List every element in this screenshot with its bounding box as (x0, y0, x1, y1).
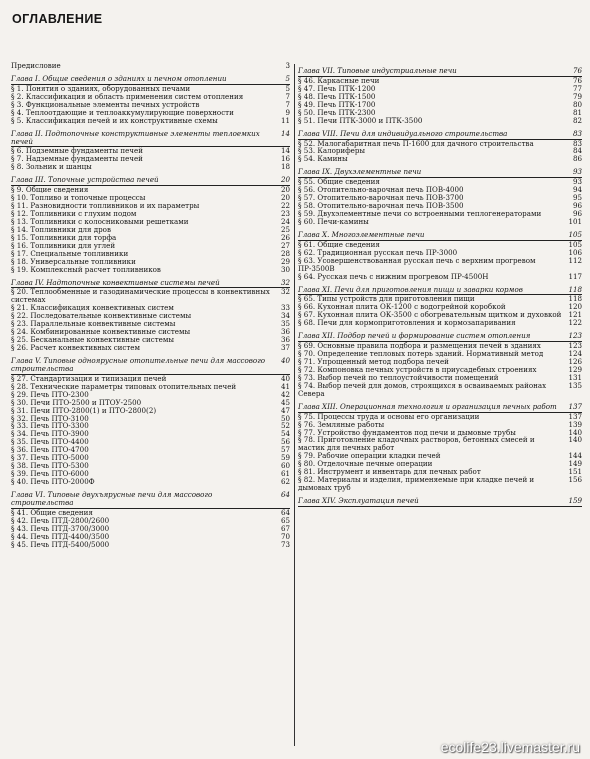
toc-page-number: 24 (280, 216, 290, 226)
toc-entry-title: § 34. Печь ПТО-3900 (11, 429, 89, 439)
toc-entry-title: § 29. Печь ПТО-2300 (11, 389, 89, 399)
toc-page-number: 52 (280, 421, 290, 431)
toc-page-number: 123 (568, 331, 582, 341)
toc-entry-title: § 20. Теплообменные и газодинамические процессы в конвективных системах (11, 287, 270, 305)
toc-entry-title: Глава XIII. Операционная технология и организация печных работ (298, 403, 568, 413)
toc-page-number: 54 (280, 429, 290, 439)
toc-page-number: 11 (280, 115, 290, 125)
toc-entry-title: § 41. Общие сведения (11, 507, 93, 517)
toc-entry-title: § 22. Последовательные конвективные системы (11, 311, 192, 321)
toc-entry-title: § 30. Печи ПТО-2500 и ПТОУ-2500 (11, 397, 142, 407)
toc-entry (298, 476, 582, 492)
toc-entry-title: § 1. Понятия о зданиях, оборудованных печами (11, 83, 191, 93)
toc-page-number: 30 (280, 264, 290, 274)
toc-entry-title: § 57. Отопительно-варочная печь ПОВ-3700 (298, 193, 464, 203)
toc-page-number: 32 (276, 279, 290, 289)
toc-page-number: 129 (568, 364, 582, 374)
toc-entry-title: § 77. Устройство фундаментов под печи и дымовые трубы (298, 427, 516, 437)
toc-page-number: 27 (280, 240, 290, 250)
toc-entry-title: § 74. Выбор печей для домов, строящихся в осваиваемых районах Севера (298, 380, 547, 398)
toc-left-column (11, 62, 290, 549)
toc-entry-title: § 65. Типы устройств для приготовления пищи (298, 294, 475, 304)
toc-entry-title: Глава XIV. Эксплуатация печей (298, 497, 568, 507)
toc-page-number: 106 (568, 247, 582, 257)
toc-entry-title: § 28. Технические параметры типовых отопительных печей (11, 381, 237, 391)
toc-entry-title: § 82. Материалы и изделия, применяемые при кладке печей и дымовых труб (298, 475, 535, 493)
toc-page-number: 118 (568, 294, 582, 304)
toc-page-number: 16 (280, 154, 290, 164)
toc-entry-title: § 48. Печь ПТК-1500 (298, 91, 376, 101)
toc-entry (11, 62, 290, 70)
toc-page-number: 93 (572, 177, 582, 187)
toc-entry (298, 273, 582, 281)
toc-page-number: 105 (568, 229, 582, 239)
toc-entry-title: § 52. Малогабаритная печь П-1600 для дачного строительства (298, 138, 534, 148)
toc-page-number: 122 (568, 318, 582, 328)
toc-page-number: 18 (280, 162, 290, 172)
toc-page-number: 14 (276, 130, 290, 148)
toc-entry-title: Глава VIII. Печи для индивидуального строительства (298, 130, 568, 140)
toc-page-number: 79 (572, 91, 582, 101)
toc-entry-title: § 39. Печь ПТО-6000 (11, 469, 89, 479)
toc-entry-title: § 7. Надземные фундаменты печей (11, 154, 143, 164)
toc-entry (298, 155, 582, 163)
toc-entry-title: § 36. Печь ПТО-4700 (11, 445, 89, 455)
toc-chapter-heading (298, 130, 582, 140)
toc-page-number: 29 (280, 256, 290, 266)
toc-entry-title: § 17. Специальные топливники (11, 248, 129, 258)
toc-page-number: 36 (280, 327, 290, 337)
toc-entry-title: § 54. Камины (298, 154, 348, 164)
toc-page-number: 126 (568, 357, 582, 366)
toc-entry-title: § 10. Топливо и топочные процессы (11, 193, 146, 203)
toc-page-number: 83 (568, 130, 582, 140)
toc-page-number: 151 (568, 467, 582, 477)
toc-entry-title: § 32. Печь ПТО-3100 (11, 413, 89, 423)
toc-page-number: 118 (568, 284, 582, 294)
toc-entry-title: § 31. Печи ПТО-2800(1) и ПТО-2800(2) (11, 405, 157, 415)
toc-entry-title: § 58. Отопительно-варочная печь ПОВ-3500 (298, 201, 464, 211)
toc-page-number: 34 (280, 311, 290, 321)
toc-entry-title: § 49. Печь ПТК-1700 (298, 99, 376, 109)
toc-entry-title: § 2. Классификация и область применения систем отопления (11, 91, 244, 101)
toc-page-number: 57 (280, 445, 290, 455)
toc-entry-title: Глава XII. Подбор печей и формирование систем отопления (298, 332, 568, 342)
toc-page-number: 20 (276, 176, 290, 186)
toc-page-number: 50 (280, 413, 290, 423)
toc-page-number: 123 (568, 341, 582, 351)
toc-entry (11, 266, 290, 274)
toc-chapter-heading (11, 357, 290, 375)
toc-page-number: 65 (280, 515, 290, 525)
toc-entry-title: § 70. Определение тепловых потерь зданий. Нормативный метод (298, 349, 544, 359)
toc-page-number: 33 (280, 303, 290, 313)
toc-entry-title: § 15. Топливники для торфа (11, 232, 117, 242)
toc-chapter-heading (11, 491, 290, 509)
toc-entry-title: § 79. Рабочие операции кладки печей (298, 451, 441, 461)
toc-page-number: 139 (568, 419, 582, 429)
toc-entry-title: Глава IV. Надтопочные конвективные системы печей (11, 279, 276, 289)
toc-page-number: 7 (285, 99, 290, 109)
toc-entry-title: § 12. Топливники с глухим подом (11, 209, 137, 218)
toc-entry (11, 288, 290, 304)
toc-entry-title: § 40. Печь ПТО-2000Ф (11, 477, 95, 486)
toc-page-number: 5 (276, 75, 290, 85)
toc-page-number: 59 (280, 453, 290, 463)
toc-page-number: 37 (280, 343, 290, 352)
toc-page-number: 137 (568, 411, 582, 421)
toc-entry-title: § 14. Топливники для дров (11, 224, 111, 234)
toc-page-number: 137 (568, 401, 582, 411)
toc-page-number: 86 (572, 154, 582, 164)
toc-entry-title: § 19. Комплексный расчет топливников (11, 264, 161, 274)
toc-page-number: 26 (280, 232, 290, 242)
toc-entry-title: § 4. Теплоотдающие и теплоаккумулирующие поверхности (11, 107, 234, 117)
toc-page-number: 131 (568, 372, 582, 382)
toc-page-number: 140 (568, 435, 582, 445)
toc-entry (298, 257, 582, 273)
toc-entry-title: § 62. Традиционная русская печь ПР-3000 (298, 247, 458, 257)
toc-page-number: 83 (572, 138, 582, 148)
toc-page-number: 101 (568, 216, 582, 226)
toc-page-number: 77 (572, 83, 582, 93)
toc-entry-title: Глава V. Типовые одноярусные отопительные печи для массового строительства (11, 357, 276, 375)
toc-entry-title: Глава I. Общие сведения о зданиях и печном отоплении (11, 75, 276, 85)
toc-page-number: 45 (280, 397, 290, 407)
toc-entry (298, 218, 582, 226)
toc-entry-title: § 24. Комбинированные конвективные системы (11, 327, 191, 337)
toc-entry (298, 436, 582, 452)
toc-entry-title: § 45. Печь ПТД-5400/5000 (11, 539, 110, 549)
toc-entry-title: § 53. Калориферы (298, 146, 366, 156)
toc-entry-title: § 21. Классификация конвективных систем (11, 303, 174, 313)
toc-chapter-heading (298, 497, 582, 507)
toc-entry-title: § 73. Выбор печей по теплоустойчивости помещений (298, 372, 499, 382)
toc-page-number: 140 (568, 427, 582, 437)
toc-page-number: 9 (285, 107, 290, 117)
toc-page-number: 121 (568, 310, 582, 320)
toc-entry-title: § 75. Процессы труда и основы его организации (298, 411, 480, 421)
toc-page-number: 76 (568, 67, 582, 77)
toc-page-number: 23 (280, 209, 290, 218)
toc-entry-title: § 81. Инструмент и инвентарь для печных работ (298, 467, 481, 477)
toc-entry-title: § 26. Расчет конвективных систем (11, 343, 141, 352)
toc-page-number: 70 (280, 531, 290, 541)
toc-entry-title: § 72. Компоновка печных устройств в приусадебных строениях (298, 364, 537, 374)
toc-page-number: 135 (568, 380, 582, 390)
toc-page-number: 3 (285, 61, 290, 70)
column-divider (294, 64, 295, 746)
toc-page-number: 28 (280, 248, 290, 258)
toc-page-number: 60 (280, 461, 290, 471)
toc-page-number: 22 (280, 201, 290, 211)
toc-entry-title: § 11. Разновидности топливников и их параметры (11, 201, 200, 211)
toc-page-number: 20 (280, 185, 290, 195)
toc-page-number: 5 (285, 83, 290, 93)
toc-page-number: 62 (280, 477, 290, 486)
toc-entry-title: § 25. Бесканальные конвективные системы (11, 335, 175, 345)
toc-right-column (298, 62, 582, 507)
toc-page-number: 64 (280, 507, 290, 517)
toc-entry-title: § 55. Общие сведения (298, 177, 380, 187)
toc-page-number: 67 (280, 523, 290, 533)
toc-entry-title: § 51. Печи ПТК-3000 и ПТК-3500 (298, 115, 423, 125)
toc-entry-title: § 18. Универсальные топливники (11, 256, 136, 266)
toc-page-number: 36 (280, 335, 290, 345)
toc-page-number: 124 (568, 349, 582, 359)
toc-page-number: 32 (280, 287, 290, 297)
toc-page-number: 95 (572, 193, 582, 203)
toc-entry-title: § 76. Земляные работы (298, 419, 385, 429)
toc-page-number: 149 (568, 459, 582, 469)
toc-entry-title: § 38. Печь ПТО-5300 (11, 461, 89, 471)
toc-entry-title: § 42. Печь ПТД-2800/2600 (11, 515, 110, 525)
toc-entry (11, 117, 290, 125)
toc-page-number: 73 (280, 539, 290, 549)
toc-entry (11, 344, 290, 352)
toc-entry-title: § 8. Зольник и шанцы (11, 162, 92, 172)
toc-entry-title: § 9. Общие сведения (11, 185, 89, 195)
toc-entry-title: § 43. Печь ПТД-3700/3000 (11, 523, 110, 533)
watermark: ecolife23.livemaster.ru (440, 739, 580, 755)
toc-page-number: 81 (572, 107, 582, 117)
toc-entry-title: § 46. Каркасные печи (298, 75, 380, 85)
toc-entry-title: Глава IX. Двухэлементные печи (298, 168, 568, 178)
toc-entry-title: Глава X. Многоэлементные печи (298, 231, 568, 241)
toc-entry (298, 382, 582, 398)
toc-entry-title: Глава VII. Типовые индустриальные печи (298, 67, 568, 77)
toc-entry-title: § 59. Двухэлементные печи со встроенными теплогенераторами (298, 209, 542, 218)
toc-page-number: 84 (572, 146, 582, 156)
toc-page-number: 64 (276, 491, 290, 509)
toc-entry-title: § 47. Печь ПТК-1200 (298, 83, 376, 93)
toc-page-number: 47 (280, 405, 290, 415)
toc-entry-title: § 63. Усовершенствованная русская печь с верхним прогревом ПР-3500В (298, 255, 536, 273)
toc-entry (11, 478, 290, 486)
toc-entry-title: § 67. Кухонная плита ОК-3500 с обогревательным щитком и духовкой (298, 310, 562, 320)
toc-entry-title: § 5. Классификация печей и их конструктивные схемы (11, 115, 218, 125)
toc-entry-title: § 23. Параллельные конвективные системы (11, 319, 176, 329)
toc-page-number: 25 (280, 224, 290, 234)
toc-page-number: 144 (568, 451, 582, 461)
toc-entry (298, 117, 582, 125)
toc-entry-title: § 80. Отделочные печные операции (298, 459, 433, 469)
toc-entry-title: Глава II. Подтопочные конструктивные элементы теплоемких печей (11, 130, 276, 148)
toc-entry-title: § 27. Стандартизация и типизация печей (11, 373, 167, 383)
toc-page-number: 76 (572, 75, 582, 85)
toc-entry-title: § 50. Печь ПТК-2300 (298, 107, 376, 117)
toc-page-number: 94 (572, 185, 582, 195)
toc-page-number: 159 (568, 496, 582, 505)
toc-entry (11, 163, 290, 171)
toc-page-number: 56 (280, 437, 290, 447)
toc-page-number: 7 (285, 91, 290, 101)
toc-page-number: 105 (568, 239, 582, 249)
toc-entry-title: § 33. Печь ПТО-3300 (11, 421, 89, 431)
toc-entry (11, 541, 290, 549)
toc-entry-title: § 56. Отопительно-варочная печь ПОВ-4000 (298, 185, 464, 195)
toc-entry-title: § 13. Топливники с колосниковыми решетками (11, 216, 189, 226)
toc-page-number: 156 (568, 475, 582, 485)
toc-page-number: 40 (280, 373, 290, 383)
toc-entry (298, 319, 582, 327)
toc-entry-title: § 16. Топливники для углей (11, 240, 116, 250)
toc-entry-title: § 71. Упрощенный метод подбора печей (298, 357, 449, 366)
toc-entry-title: Глава VI. Типовые двухъярусные печи для массового строительства (11, 491, 276, 509)
toc-entry-title: § 35. Печь ПТО-4400 (11, 437, 89, 447)
toc-entry-title: Предисловие (11, 61, 61, 70)
toc-page-number: 93 (568, 168, 582, 178)
toc-entry-title: § 37. Печь ПТО-5000 (11, 453, 89, 463)
toc-entry-title: § 60. Печи-камины (298, 216, 369, 226)
toc-entry-title: § 66. Кухонная плита ОК-1200 с водогрейной коробкой (298, 302, 506, 312)
toc-entry-title: § 44. Печь ПТД-4400/3500 (11, 531, 110, 541)
page-title: ОГЛАВЛЕНИЕ (12, 12, 103, 26)
toc-page-number: 80 (572, 99, 582, 109)
toc-entry-title: § 68. Печи для кормоприготовления и кормозапаривания (298, 318, 516, 328)
toc-page-number: 14 (280, 146, 290, 156)
toc-page-number: 96 (572, 201, 582, 211)
toc-page-number: 61 (280, 469, 290, 479)
toc-page-number: 40 (276, 357, 290, 375)
toc-entry-title: § 6. Подземные фундаменты печей (11, 146, 143, 156)
toc-page-number: 41 (280, 381, 290, 391)
toc-entry-title: § 61. Общие сведения (298, 239, 380, 249)
toc-entry-title: § 78. Приготовление кладочных растворов, бетонных смесей и мастик для печных работ (298, 435, 535, 453)
toc-page-number: 96 (572, 209, 582, 218)
toc-page-number: 117 (568, 271, 582, 281)
toc-page-number: 112 (568, 255, 582, 265)
toc-page-number: 42 (280, 389, 290, 399)
toc-entry-title: Глава III. Топочные устройства печей (11, 176, 276, 186)
toc-page-number: 35 (280, 319, 290, 329)
toc-page-number: 20 (280, 193, 290, 203)
toc-page-number: 82 (572, 115, 582, 125)
toc-chapter-heading (11, 130, 290, 148)
toc-page-number: 120 (568, 302, 582, 312)
toc-entry-title: § 3. Функциональные элементы печных устройств (11, 99, 200, 109)
toc-entry-title: Глава XI. Печи для приготовления пищи и заварки кормов (298, 286, 568, 296)
toc-entry-title: § 64. Русская печь с нижним прогревом ПР-4500Н (298, 271, 489, 281)
toc-entry-title: § 69. Основные правила подбора и размещения печей в зданиях (298, 341, 541, 351)
